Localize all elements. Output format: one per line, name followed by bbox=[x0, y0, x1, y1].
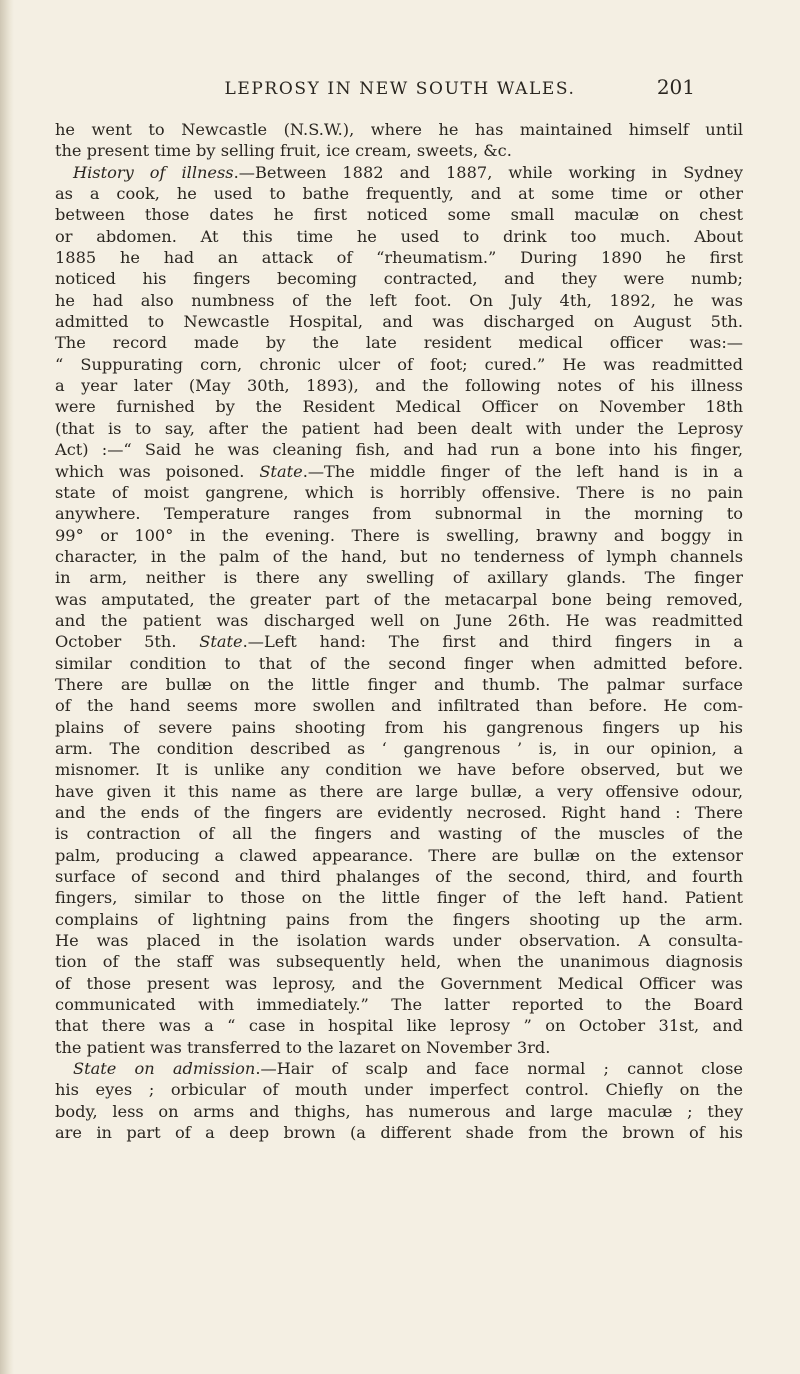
text-line: admitted to Newcastle Hospital, and was discharged on August 5th. bbox=[55, 312, 743, 332]
text-line: is contraction of all the fingers and wasting of the muscles of the bbox=[55, 824, 743, 844]
text-line: between those dates he first noticed some small maculæ on chest bbox=[55, 205, 743, 225]
text-line: 1885 he had an attack of “rheumatism.” During 1890 he first bbox=[55, 248, 743, 268]
text-line: (that is to say, after the patient had been dealt with under the Leprosy bbox=[55, 418, 743, 438]
text-line: palm, producing a clawed appearance. There are bullæ on the extensor bbox=[55, 845, 743, 865]
text-line: character, in the palm of the hand, but no tenderness of lymph channels bbox=[55, 546, 743, 566]
text-line: complains of lightning pains from the fingers shooting up the arm. bbox=[55, 909, 743, 929]
text-line: arm. The condition described as ‘ gangrenous ’ is, in our opinion, a bbox=[55, 738, 743, 758]
text-line: He was placed in the isolation wards under observation. A consulta- bbox=[55, 931, 743, 951]
text-line: misnomer. It is unlike any condition we have before observed, but we bbox=[55, 760, 743, 780]
text-line: were furnished by the Resident Medical Officer on November 18th bbox=[55, 397, 743, 417]
text-line: which was poisoned. State.—The middle finger of the left hand is in a bbox=[55, 461, 743, 481]
running-title: LEPROSY IN NEW SOUTH WALES. bbox=[224, 79, 576, 99]
text-line: There are bullæ on the little finger and thumb. The palmar surface bbox=[55, 674, 743, 694]
text-line: The record made by the late resident medical officer was:— bbox=[55, 333, 743, 353]
text-line: communicated with immediately.” The latter reported to the Board bbox=[55, 995, 743, 1015]
text-line: of those present was leprosy, and the Government Medical Officer was bbox=[55, 973, 743, 993]
text-line: in arm, neither is there any swelling of axillary glands. The finger bbox=[55, 568, 743, 588]
text-line: the present time by selling fruit, ice cream, sweets, &c. bbox=[55, 141, 512, 161]
page-header bbox=[0, 75, 800, 105]
text-line: he went to Newcastle (N.S.W.), where he has maintained himself until bbox=[55, 120, 743, 139]
text-line: and the patient was discharged well on June 26th. He was readmitted bbox=[55, 610, 743, 630]
text-line: or abdomen. At this time he used to drink too much. About bbox=[55, 226, 743, 246]
text-line: similar condition to that of the second finger when admitted before. bbox=[55, 653, 743, 673]
text-line: a year later (May 30th, 1893), and the following notes of his illness bbox=[55, 376, 743, 396]
text-line: of the hand seems more swollen and infiltrated than before. He com- bbox=[55, 696, 743, 716]
text-line: the patient was transferred to the lazaret on November 3rd. bbox=[55, 1037, 551, 1057]
text-line: that there was a “ case in hospital like leprosy ” on October 31st, and bbox=[55, 1016, 743, 1036]
text-line: was amputated, the greater part of the metacarpal bone being removed, bbox=[55, 589, 743, 609]
page-spine-shadow bbox=[0, 0, 14, 1374]
text-line: History of illness.—Between 1882 and 1887, while working in Sydney bbox=[73, 162, 743, 182]
text-line: noticed his fingers becoming contracted, and they were numb; bbox=[55, 269, 743, 289]
text-line: fingers, similar to those on the little finger of the left hand. Patient bbox=[55, 888, 743, 908]
text-line: have given it this name as there are large bullæ, a very offensive odour, bbox=[55, 781, 743, 801]
text-line: are in part of a deep brown (a different shade from the brown of his bbox=[55, 1123, 743, 1143]
page-number: 201 bbox=[656, 75, 695, 99]
text-line: and the ends of the fingers are evidently necrosed. Right hand : There bbox=[55, 803, 743, 822]
text-line: state of moist gangrene, which is horribly offensive. There is no pain bbox=[55, 482, 743, 502]
text-line: anywhere. Temperature ranges from subnormal in the morning to bbox=[55, 504, 743, 524]
text-line: 99° or 100° in the evening. There is swelling, brawny and boggy in bbox=[55, 525, 743, 545]
text-line: plains of severe pains shooting from his gangrenous fingers up his bbox=[55, 717, 743, 737]
text-line: he had also numbness of the left foot. On July 4th, 1892, he was bbox=[55, 290, 743, 310]
text-line: tion of the staff was subsequently held, when the unanimous diagnosis bbox=[55, 952, 743, 972]
text-line: his eyes ; orbicular of mouth under imperfect control. Chiefly on the bbox=[55, 1080, 743, 1100]
text-line: State on admission.—Hair of scalp and face normal ; cannot close bbox=[73, 1059, 744, 1079]
text-line: October 5th. State.—Left hand: The first and third fingers in a bbox=[55, 632, 743, 652]
text-line: as a cook, he used to bathe frequently, and at some time or other bbox=[55, 184, 743, 204]
body-text bbox=[55, 119, 743, 1144]
text-line: Act) :—“ Said he was cleaning fish, and had run a bone into his finger, bbox=[55, 440, 743, 460]
text-line: “ Suppurating corn, chronic ulcer of foot; cured.” He was readmitted bbox=[55, 354, 743, 374]
text-line: body, less on arms and thighs, has numerous and large maculæ ; they bbox=[55, 1101, 743, 1121]
text-line: surface of second and third phalanges of the second, third, and fourth bbox=[55, 867, 743, 887]
